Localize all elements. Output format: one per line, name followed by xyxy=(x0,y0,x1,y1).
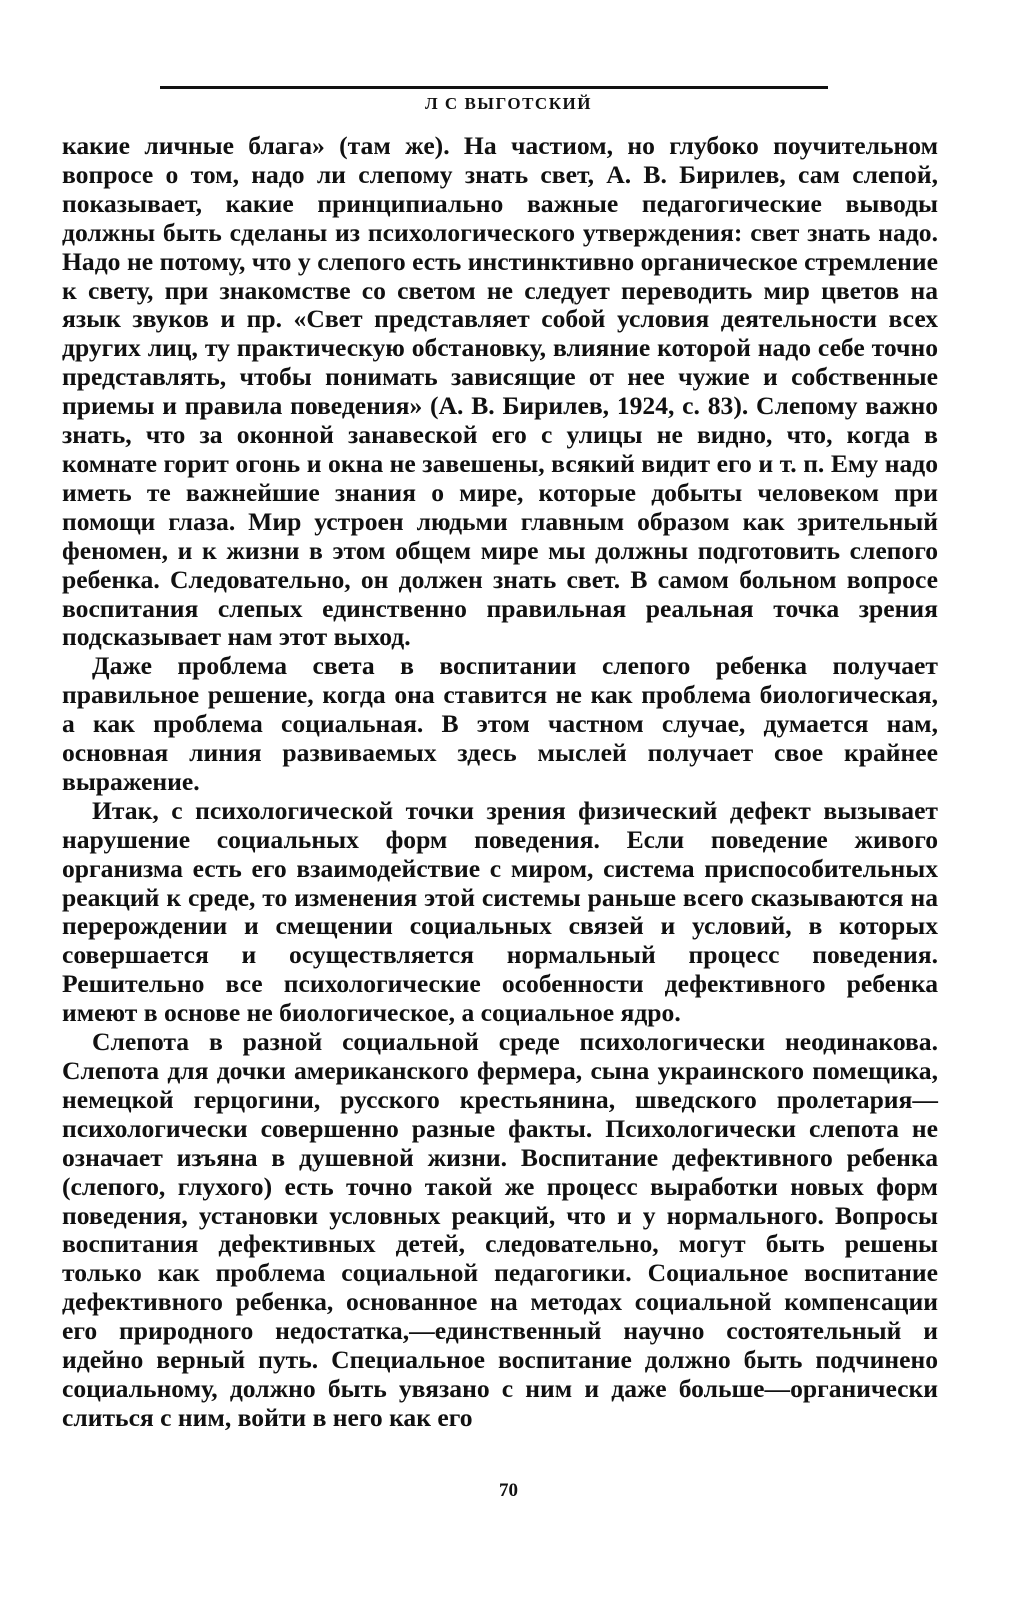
paragraph-continued: какие личные блага» (там же). На частиом, но глубоко поучительном вопросе о том, надо ли слепому знать свет, А. В. Бирилев, сам слепой, показывает, какие принципиально важные педагогические выводы должны быть сделаны из психологического утверждения: свет знать надо. Надо не потому, что у слепого есть инстинктивно органическое стремление к свету, при знакомстве со светом не следует переводить мир цветов на язык звуков и пр. «Свет представляет собой условия деятельности всех других лиц, ту практическую обстановку, влияние которой надо себе точно представлять, чтобы понимать зависящие от нее чужие и собственные приемы и правила поведения» (А. В. Бирилев, 1924, с. 83). Слепому важно знать, что за оконной занавеской его с улицы не видно, что, когда в комнате горит огонь и окна не завешены, всякий видит его и т. п. Ему надо иметь те важнейшие знания о мире, которые добыты человеком при помощи глаза. Мир устроен людьми главным образом как зрительный феномен, и к жизни в этом общем мире мы должны подготовить слепого ребенка. Следовательно, он должен знать свет. В самом больном вопросе воспитания слепых единственно правильная реальная точка зрения подсказывает нам этот выход. xyxy=(62,131,938,652)
paragraph: Даже проблема света в воспитании слепого ребенка получает правильное решение, когда она ставится не как проблема биологическая, а как проблема социальная. В этом частном случае, думается нам, основная линия развиваемых здесь мыслей получает свое крайнее выражение. xyxy=(62,651,938,796)
text-body xyxy=(62,132,938,1433)
paragraph: Слепота в разной социальной среде психологически неодинакова. Слепота для дочки американского фермера, сына украинского помещика, немецкой герцогини, русского крестьянина, шведского пролетария—психологически совершенно разные факты. Психологически слепота не означает изъяна в душевной жизни. Воспитание дефективного ребенка (слепого, глухого) есть точно такой же процесс выработки новых форм поведения, установки условных реакций, что и у нормального. Вопросы воспитания дефективных детей, следовательно, могут быть решены только как проблема социальной педагогики. Социальное воспитание дефективного ребенка, основанное на методах социальной компенсации его природного недостатка,—единственный научно состоятельный и идейно верный путь. Специальное воспитание должно быть подчинено социальному, должно быть увязано с ним и даже больше—органически слиться с ним, войти в него как его xyxy=(62,1027,938,1432)
header-rule xyxy=(160,86,828,89)
page-number: 70 xyxy=(499,1480,518,1501)
running-head: Л С ВЫГОТСКИЙ xyxy=(425,94,592,113)
paragraph: Итак, с психологической точки зрения физический дефект вызывает нарушение социальных форм поведения. Если поведение живого организма есть его взаимодействие с миром, система приспособительных реакций к среде, то изменения этой системы раньше всего сказываются на перерождении и смещении социальных связей и условий, в которых совершается и осуществляется нормальный процесс поведения. Решительно все психологические особенности дефективного ребенка имеют в основе не биологическое, а социальное ядро. xyxy=(62,795,938,1028)
